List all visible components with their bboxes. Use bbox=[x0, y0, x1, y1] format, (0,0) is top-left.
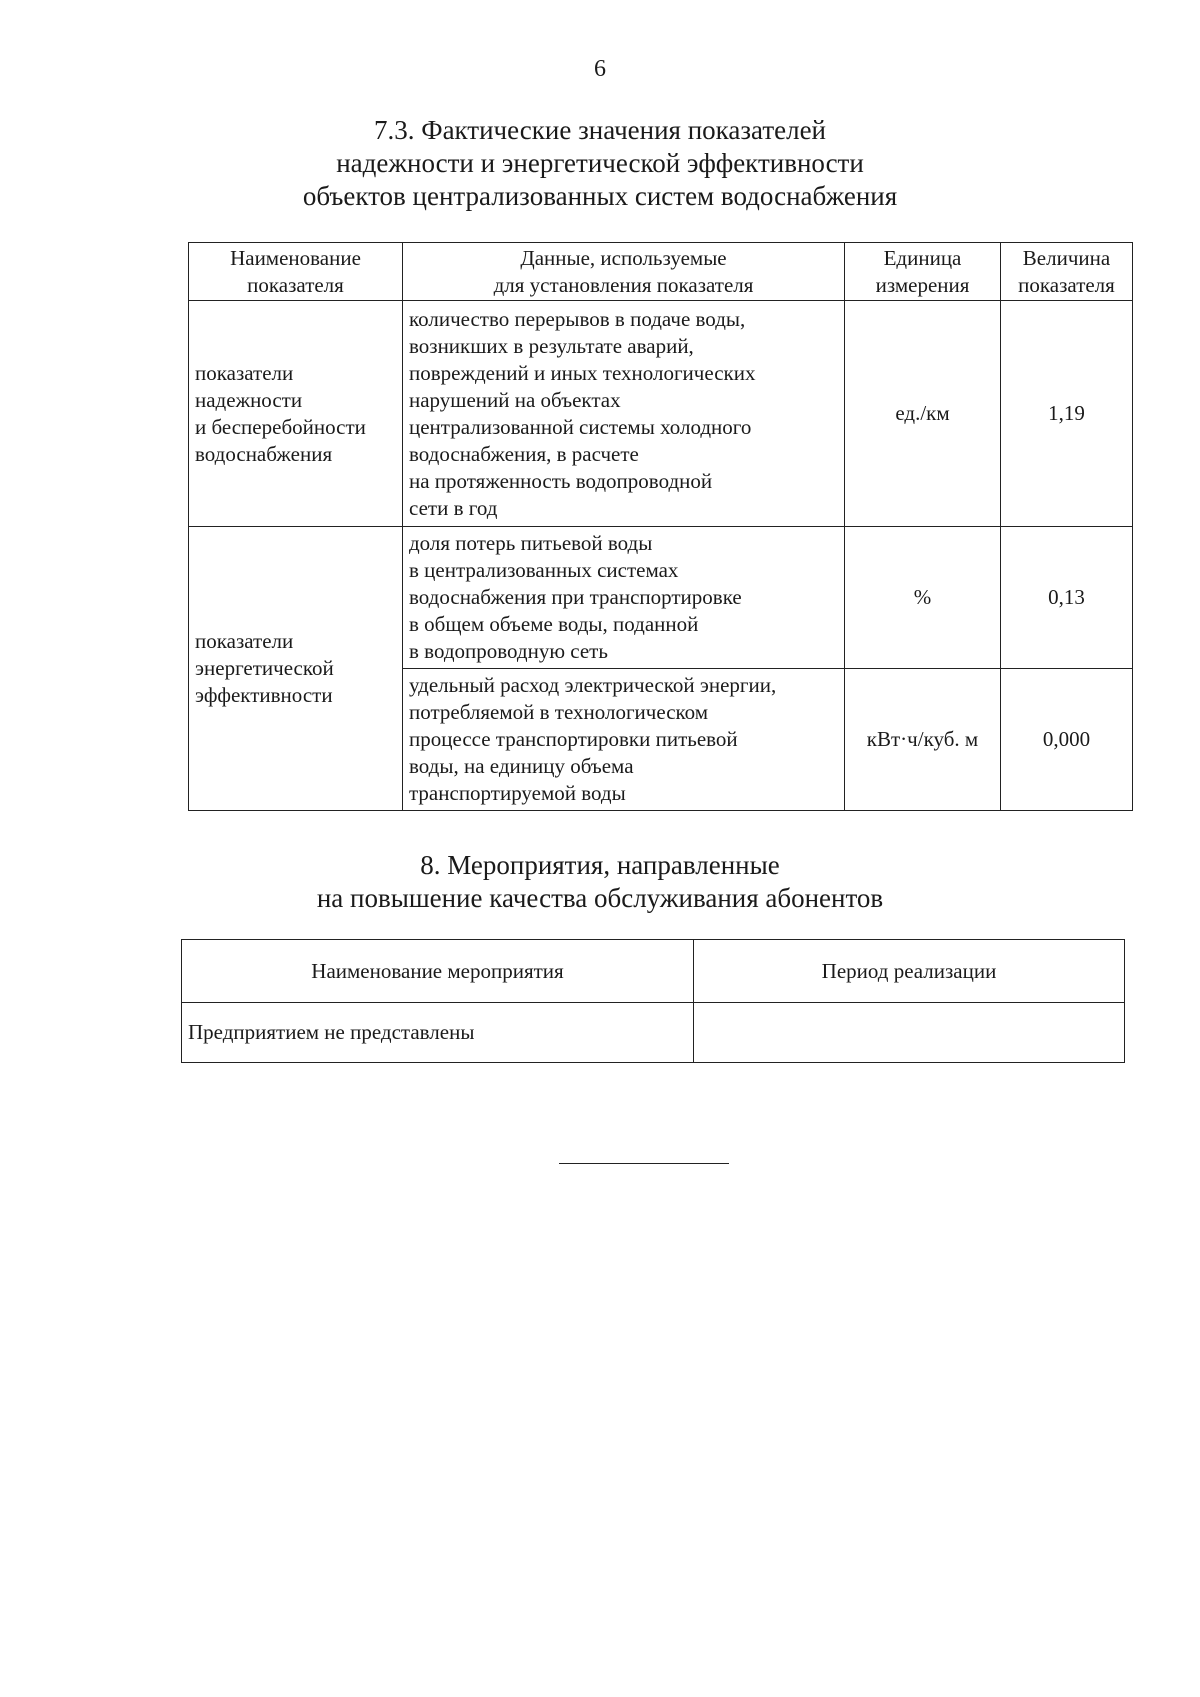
group-text: энергетической bbox=[195, 656, 334, 680]
table-header-row bbox=[182, 940, 1125, 1003]
data-text: централизованной системы холодного bbox=[409, 414, 752, 439]
header-unit bbox=[845, 243, 1001, 301]
data-text: доля потерь питьевой воды bbox=[409, 531, 653, 555]
closing-rule bbox=[559, 1163, 729, 1164]
title-line: объектов централизованных систем водоснабжения bbox=[302, 181, 898, 211]
title-line: 7.3. Фактические значения показателей bbox=[373, 115, 827, 145]
data-text: количество перерывов в подаче воды, bbox=[409, 306, 746, 331]
header-period: Период реализации bbox=[694, 940, 1125, 1003]
indicator-group-reliability bbox=[189, 301, 403, 527]
indicator-data-cell bbox=[403, 669, 845, 811]
header-text: для установления показателя bbox=[493, 272, 754, 297]
header-indicator-name bbox=[189, 243, 403, 301]
data-text: нарушений на объектах bbox=[409, 387, 621, 412]
header-source-data bbox=[403, 243, 845, 301]
indicator-group-energy bbox=[189, 527, 403, 811]
title-line: надежности и энергетической эффективности bbox=[336, 148, 864, 178]
header-text: показателя bbox=[1018, 272, 1115, 297]
data-text: воды, на единицу объема bbox=[409, 754, 634, 778]
group-text: показатели bbox=[195, 629, 294, 653]
header-text: измерения bbox=[875, 272, 970, 297]
group-text: показатели bbox=[195, 360, 294, 385]
data-text: возникших в результате аварий, bbox=[409, 333, 694, 358]
indicator-value-cell: 0,000 bbox=[1001, 669, 1133, 811]
indicators-table bbox=[188, 242, 1133, 811]
table-header-row bbox=[189, 243, 1133, 301]
data-text: процессе транспортировки питьевой bbox=[409, 727, 738, 751]
header-text: Единица bbox=[883, 245, 962, 270]
data-text: в общем объеме воды, поданной bbox=[409, 612, 699, 636]
group-text: надежности bbox=[195, 387, 303, 412]
measures-table bbox=[181, 939, 1125, 1063]
data-text: водоснабжения при транспортировке bbox=[409, 585, 742, 609]
header-text: Величина bbox=[1022, 245, 1111, 270]
data-text: на протяженность водопроводной bbox=[409, 468, 713, 493]
header-text: Наименование bbox=[230, 245, 361, 270]
measure-cell: Предприятием не представлены bbox=[182, 1003, 694, 1063]
group-text: эффективности bbox=[195, 683, 333, 707]
header-value bbox=[1001, 243, 1133, 301]
table-row bbox=[189, 527, 1133, 669]
data-text: водоснабжения, в расчете bbox=[409, 441, 639, 466]
data-text: в водопроводную сеть bbox=[409, 639, 608, 663]
header-text: показателя bbox=[247, 272, 344, 297]
header-measure-name: Наименование мероприятия bbox=[182, 940, 694, 1003]
indicator-value-cell: 1,19 bbox=[1001, 301, 1133, 527]
indicator-unit-cell: кВт·ч/куб. м bbox=[845, 669, 1001, 811]
data-text: транспортируемой воды bbox=[409, 781, 626, 805]
indicator-data-cell bbox=[403, 301, 845, 527]
data-text: повреждений и иных технологических bbox=[409, 360, 756, 385]
page-number: 6 bbox=[594, 56, 606, 82]
header-text: Данные, используемые bbox=[520, 245, 727, 270]
group-text: и бесперебойности bbox=[195, 414, 366, 439]
section-7-3-title bbox=[0, 114, 1200, 213]
title-line: на повышение качества обслуживания абонентов bbox=[316, 883, 884, 913]
section-8-title bbox=[0, 849, 1200, 915]
data-text: сети в год bbox=[409, 495, 498, 520]
table-row bbox=[182, 1003, 1125, 1063]
indicator-unit-cell: ед./км bbox=[845, 301, 1001, 527]
title-line: 8. Мероприятия, направленные bbox=[420, 850, 780, 880]
table-row bbox=[189, 301, 1133, 527]
indicator-data-cell bbox=[403, 527, 845, 669]
period-cell bbox=[694, 1003, 1125, 1063]
data-text: потребляемой в технологическом bbox=[409, 700, 709, 724]
group-text: водоснабжения bbox=[195, 441, 333, 466]
data-text: в централизованных системах bbox=[409, 558, 679, 582]
indicator-unit-cell: % bbox=[845, 527, 1001, 669]
data-text: удельный расход электрической энергии, bbox=[409, 673, 777, 697]
indicator-value-cell: 0,13 bbox=[1001, 527, 1133, 669]
